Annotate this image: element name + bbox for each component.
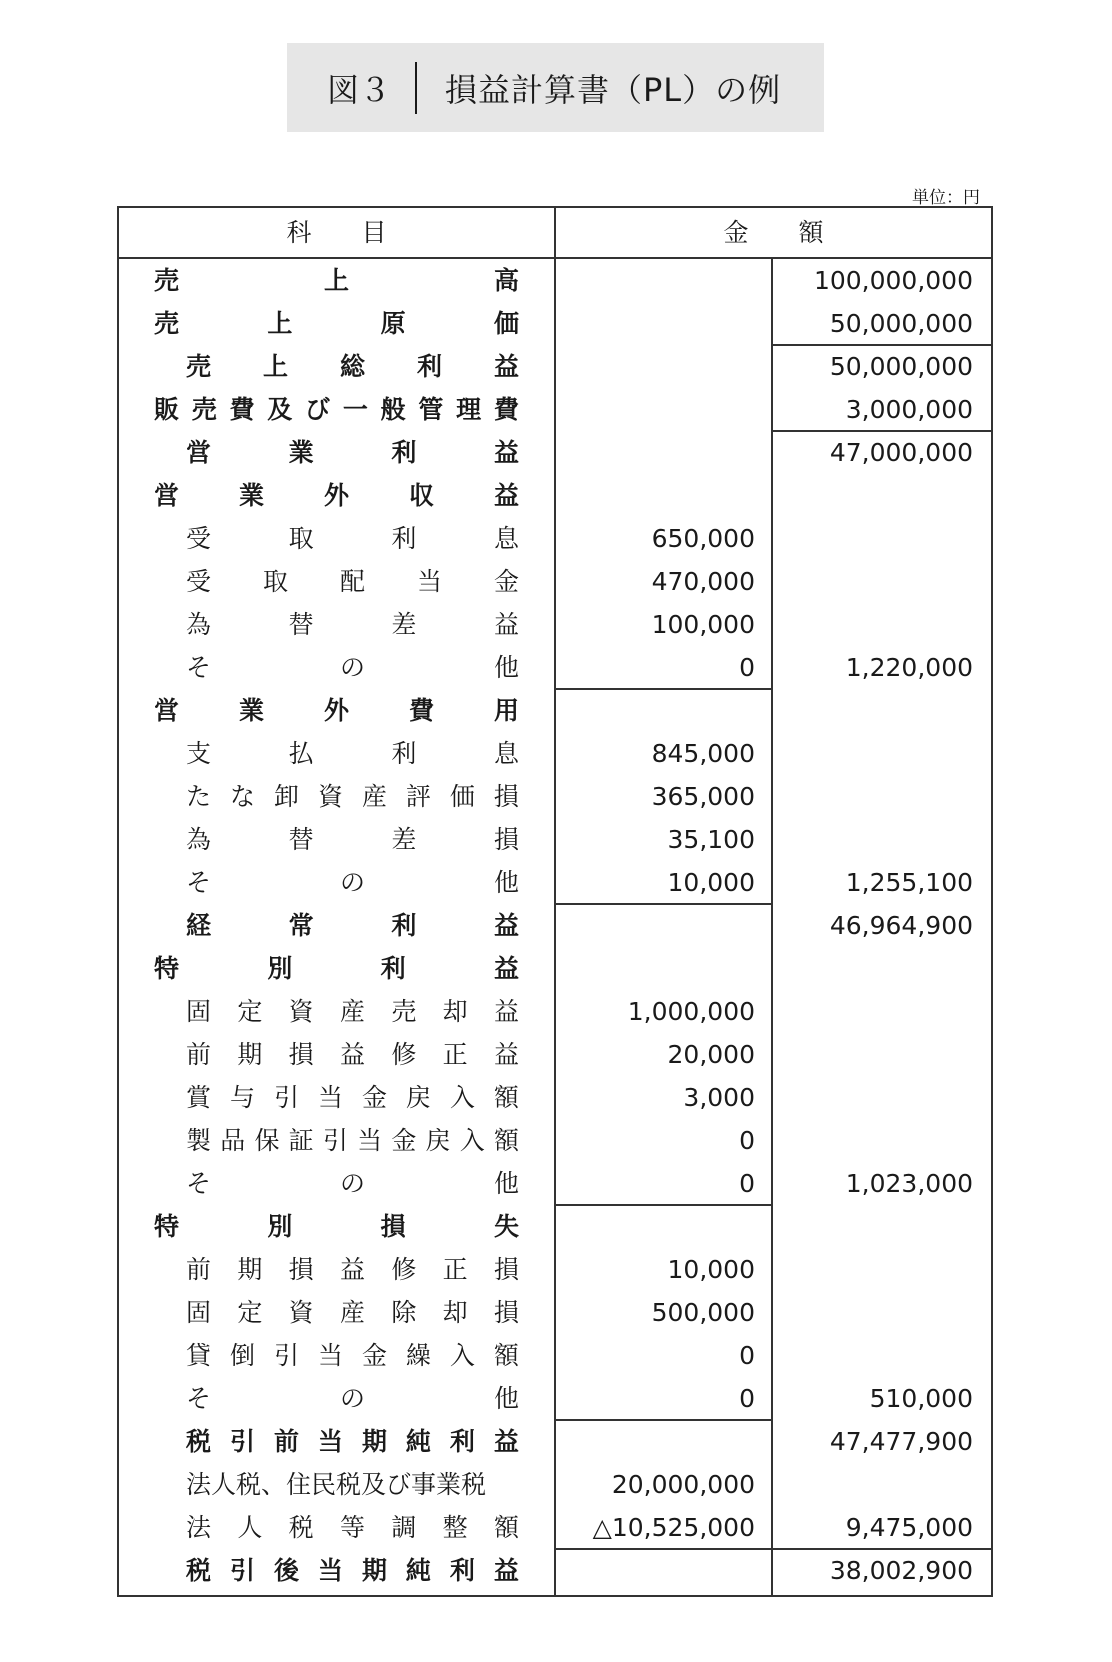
row-label: 税 引 後 当 期 純 利 益: [186, 1556, 519, 1585]
table-row: [119, 1076, 991, 1119]
row-total-amount: [777, 603, 973, 646]
section-line: [554, 688, 773, 690]
row-total-amount: [777, 474, 973, 517]
row-total-amount: 50,000,000: [829, 309, 973, 338]
row-total-amount: 3,000,000: [845, 395, 973, 424]
table-row: [119, 302, 991, 345]
row-total-amount: [777, 1205, 973, 1248]
row-total-amount: 9,475,000: [845, 1513, 973, 1542]
table-row: [119, 646, 991, 689]
row-label: 法 人 税 等 調 整 額: [186, 1513, 519, 1542]
row-total-amount: 47,477,900: [829, 1427, 973, 1456]
row-detail-amount: [559, 947, 755, 990]
row-label: 支 払 利 息: [186, 739, 519, 768]
row-detail-amount: 10,000: [667, 868, 755, 897]
row-detail-amount: 650,000: [651, 524, 755, 553]
table-row: [119, 388, 991, 431]
row-detail-amount: 500,000: [651, 1298, 755, 1327]
subtotal-line: [771, 344, 991, 346]
table-row: [119, 1549, 991, 1592]
table-row: [119, 517, 991, 560]
row-label: 製 品 保 証 引 当 金 戻 入 額: [186, 1126, 519, 1155]
row-total-amount: [777, 689, 973, 732]
row-label: そ の 他: [186, 1384, 519, 1413]
row-total-amount: 1,023,000: [845, 1169, 973, 1198]
row-label: 税 引 前 当 期 純 利 益: [186, 1427, 519, 1456]
table-row: [119, 603, 991, 646]
row-total-amount: [777, 1119, 973, 1162]
row-label: そ の 他: [186, 653, 519, 682]
row-label: 売 上 高: [154, 266, 519, 295]
row-detail-amount: 35,100: [667, 825, 755, 854]
table-row: [119, 1506, 991, 1549]
row-total-amount: [777, 517, 973, 560]
row-detail-amount: [559, 1549, 755, 1592]
row-label: 固 定 資 産 除 却 損: [186, 1298, 519, 1327]
row-total-amount: [777, 560, 973, 603]
row-total-amount: 1,220,000: [845, 653, 973, 682]
row-label: 受 取 利 息: [186, 524, 519, 553]
row-label: そ の 他: [186, 1169, 519, 1198]
row-detail-amount: 0: [739, 653, 755, 682]
row-label: 営 業 利 益: [186, 438, 519, 467]
table-row: [119, 861, 991, 904]
row-label: 特 別 利 益: [154, 954, 519, 983]
row-label: 販 売 費 及 び 一 般 管 理 費: [154, 395, 519, 424]
row-detail-amount: 100,000: [651, 610, 755, 639]
row-detail-amount: 20,000: [667, 1040, 755, 1069]
row-label: 固 定 資 産 売 却 益: [186, 997, 519, 1026]
row-detail-amount: 845,000: [651, 739, 755, 768]
table-row: [119, 947, 991, 990]
row-detail-amount: 1,000,000: [627, 997, 755, 1026]
row-total-amount: 100,000,000: [813, 266, 973, 295]
table-row: [119, 732, 991, 775]
table-row: [119, 474, 991, 517]
table-row: [119, 1377, 991, 1420]
row-detail-amount: [559, 689, 755, 732]
row-detail-amount: [559, 388, 755, 431]
header-subject: 科 目: [286, 218, 387, 247]
section-line: [554, 903, 773, 905]
row-total-amount: 510,000: [869, 1384, 973, 1413]
row-total-amount: [777, 1076, 973, 1119]
row-detail-amount: [559, 1420, 755, 1463]
row-detail-amount: [559, 1205, 755, 1248]
unit-label: 単位：円: [912, 188, 980, 208]
row-label: 売 上 総 利 益: [186, 352, 519, 381]
row-total-amount: [777, 818, 973, 861]
figure-title: 損益計算書（PL）の例: [445, 70, 782, 109]
row-label: 賞 与 引 当 金 戻 入 額: [186, 1083, 519, 1112]
row-label: そ の 他: [186, 868, 519, 897]
table-row: [119, 1420, 991, 1463]
table-row: [119, 1248, 991, 1291]
row-label: た な 卸 資 産 評 価 損: [186, 782, 519, 811]
title-divider: [415, 62, 417, 114]
row-total-amount: [777, 1334, 973, 1377]
row-detail-amount: 10,000: [667, 1255, 755, 1284]
table-row: [119, 1463, 991, 1506]
table-row: [119, 689, 991, 732]
row-detail-amount: [559, 259, 755, 302]
row-total-amount: [777, 947, 973, 990]
row-detail-amount: 0: [739, 1169, 755, 1198]
table-row: [119, 990, 991, 1033]
row-total-amount: [777, 1291, 973, 1334]
row-total-amount: [777, 732, 973, 775]
row-detail-amount: [559, 345, 755, 388]
row-label: 前 期 損 益 修 正 益: [186, 1040, 519, 1069]
row-detail-amount: [559, 904, 755, 947]
row-detail-amount: [559, 431, 755, 474]
table-row: [119, 1033, 991, 1076]
table-row: [119, 818, 991, 861]
table-row: [119, 431, 991, 474]
row-label: 受 取 配 当 金: [186, 567, 519, 596]
row-label: 経 常 利 益: [186, 911, 519, 940]
row-label: 為 替 差 損: [186, 825, 519, 854]
figure-title-box: [287, 43, 824, 132]
row-detail-amount: △10,525,000: [592, 1513, 755, 1542]
row-total-amount: [777, 775, 973, 818]
row-detail-amount: 470,000: [651, 567, 755, 596]
section-line: [554, 1204, 773, 1206]
table-row: [119, 1205, 991, 1248]
row-total-amount: 50,000,000: [829, 352, 973, 381]
income-statement-table: [117, 206, 993, 1597]
row-detail-amount: 0: [739, 1384, 755, 1413]
row-detail-amount: 3,000: [683, 1083, 755, 1112]
row-label: 為 替 差 益: [186, 610, 519, 639]
row-total-amount: 38,002,900: [829, 1556, 973, 1585]
table-row: [119, 259, 991, 302]
row-total-amount: 46,964,900: [829, 911, 973, 940]
table-row: [119, 904, 991, 947]
row-detail-amount: 20,000,000: [611, 1470, 755, 1499]
figure-number: 図３: [326, 70, 391, 109]
row-total-amount: [777, 1033, 973, 1076]
table-row: [119, 560, 991, 603]
table-row: [119, 775, 991, 818]
row-detail-amount: [559, 302, 755, 345]
row-label: 法人税、住民税及び事業税: [186, 1470, 487, 1499]
header-amount: 金 額: [723, 218, 824, 247]
row-detail-amount: [559, 474, 755, 517]
row-detail-amount: 365,000: [651, 782, 755, 811]
row-total-amount: [777, 990, 973, 1033]
row-total-amount: [777, 1463, 973, 1506]
table-row: [119, 345, 991, 388]
row-detail-amount: 0: [739, 1341, 755, 1370]
table-row: [119, 1291, 991, 1334]
total-line: [554, 1548, 991, 1550]
row-label: 売 上 原 価: [154, 309, 519, 338]
row-total-amount: [777, 1248, 973, 1291]
row-label: 営 業 外 収 益: [154, 481, 519, 510]
table-row: [119, 1334, 991, 1377]
row-label: 特 別 損 失: [154, 1212, 519, 1241]
row-detail-amount: 0: [739, 1126, 755, 1155]
section-line: [554, 1419, 773, 1421]
row-label: 営 業 外 費 用: [154, 696, 519, 725]
row-label: 貸 倒 引 当 金 繰 入 額: [186, 1341, 519, 1370]
table-row: [119, 1162, 991, 1205]
subtotal-line: [771, 430, 991, 432]
table-row: [119, 1119, 991, 1162]
row-total-amount: 47,000,000: [829, 438, 973, 467]
row-label: 前 期 損 益 修 正 損: [186, 1255, 519, 1284]
row-total-amount: 1,255,100: [845, 868, 973, 897]
